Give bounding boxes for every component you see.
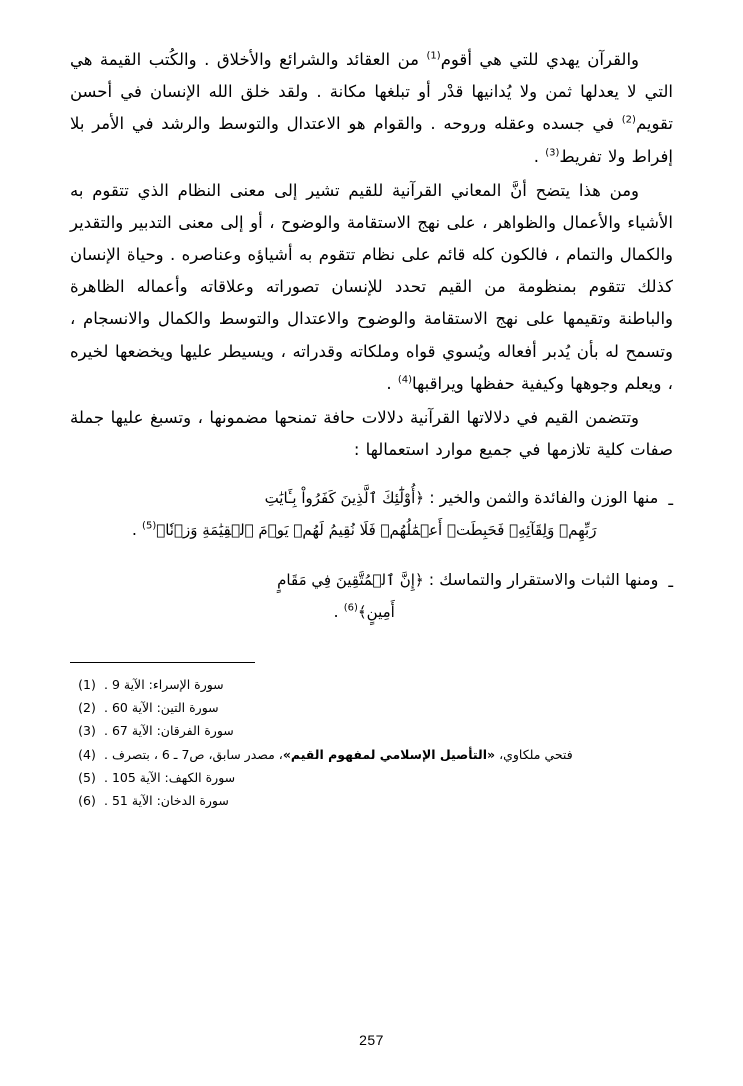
paragraph-2-line-6: نهج الاستقامة والوضوح والاعتدال والتوسط والكمال والانسجام ، bbox=[70, 309, 519, 329]
footnote-6-text: سورة الدخان: الآية 51 . bbox=[104, 792, 229, 808]
bullet-1-footnote-ref: (5) bbox=[142, 520, 157, 532]
footnote-2-text: سورة التين: الآية 60 . bbox=[104, 700, 219, 716]
paragraph-2 bbox=[70, 175, 673, 400]
paragraph-2-line-2: تتقوم به الأشياء والأعمال والظواهر ، على نهج الاستقامة والوضوح ، أو bbox=[70, 180, 673, 232]
paragraph-1 bbox=[70, 44, 673, 173]
bullet-text-2 bbox=[70, 564, 658, 628]
footnote-5 bbox=[70, 766, 673, 789]
bullet-1-quote-part-1: ﴿أُوْلَٰٓئِكَ ٱلَّذِينَ كَفَرُواْ بِـَٔايَٰتِ bbox=[264, 489, 425, 508]
footnote-3 bbox=[70, 719, 673, 742]
bullet-2-quote-part-1: ﴿إِنَّ ٱلۡمُتَّقِينَ فِي مَقَامٍ bbox=[277, 571, 424, 590]
paragraph-1-line-4: والقوام هو الاعتدال والتوسط والرشد في الأمر بلا إفراط ولا تفريط$^{(3)}$ . bbox=[70, 114, 673, 166]
paragraph-3 bbox=[70, 402, 673, 466]
paragraph-3-line-2: وتسبغ عليها جملة صفات كلية تلازمها في جميع موارد استعمالها : bbox=[70, 407, 673, 460]
footnote-1 bbox=[70, 673, 673, 696]
footnote-2-number: (2) bbox=[78, 700, 96, 716]
footnote-list bbox=[70, 673, 673, 812]
paragraph-1-line-2: والكُتب القيمة هي التي لا يعدلها ثمن ولا يُدانيها قدْر أو تبلغها مكانة . bbox=[70, 50, 673, 102]
footnote-6-number: (6) bbox=[78, 792, 96, 808]
bullet-item-1 bbox=[70, 482, 673, 546]
footnote-3-number: (3) bbox=[78, 723, 96, 739]
footnote-rule bbox=[70, 662, 255, 663]
footnote-5-number: (5) bbox=[78, 769, 96, 785]
bullet-text-1 bbox=[70, 482, 658, 546]
footnote-5-text: سورة الكهف: الآية 105 . bbox=[104, 769, 236, 785]
bullet-1-end: . bbox=[131, 520, 137, 540]
bullet-dash-2: ـ bbox=[668, 572, 673, 592]
paragraph-3-line-1: وتتضمن القيم في دلالاتها القرآنية دلالات حافة تمنحها مضمونها ، bbox=[197, 407, 640, 427]
paragraph-2-line-3: إلى معنى التدبير والتقدير والكمال والتمام ، فالكون كله قائم على نظام bbox=[70, 212, 674, 265]
page-number: 257 bbox=[359, 1032, 384, 1048]
footnote-separator bbox=[70, 662, 673, 663]
bullet-2-end: . bbox=[333, 602, 339, 622]
paragraph-2-line-8: ويخضعها لخيره ، ويعلم وجوهها وكيفية حفظها ويراقبها$^{(4)}$ . bbox=[70, 341, 673, 393]
bullet-2-footnote-ref: (6) bbox=[343, 602, 358, 614]
paragraph-2-line-4: تتقوم به أشياؤه وعناصره . وحياة الإنسان كذلك تتقوم بمنظومة من القيم bbox=[70, 245, 673, 297]
footnote-4 bbox=[70, 743, 673, 766]
paragraph-2-line-7: وتسمح له بأن يُدبر أفعاله ويُسوي قواه وملكاته وقدراته ، ويسيطر عليها bbox=[179, 341, 673, 361]
footnote-1-text: سورة الإسراء: الآية 9 . bbox=[104, 677, 224, 693]
bullet-1-intro: منها الوزن والفائدة والثمن والخير : bbox=[429, 488, 659, 508]
bullet-1-quote-part-2: رَبِّهِمۡ وَلِقَآئِهِۦ فَحَبِطَتۡ أَعۡمَٰلُهُمۡ فَلَا نُقِيمُ لَهُمۡ يَوۡمَ ٱلۡقِيَٰمَةِ وَزۡنٗا﴾ bbox=[156, 521, 597, 540]
bullet-item-2 bbox=[70, 564, 673, 628]
bullet-2-intro: ومنها الثبات والاستقرار والتماسك : bbox=[428, 570, 659, 590]
footnote-3-text: سورة الفرقان: الآية 67 . bbox=[104, 723, 234, 739]
paragraph-2-line-1: ومن هذا يتضح أنَّ المعاني القرآنية للقيم تشير إلى معنى النظام الذي bbox=[137, 180, 639, 200]
footnote-4-text: فتحي ملكاوي، «التأصيل الإسلامي لمفهوم القيم»، مصدر سابق، ص7 ـ 6 ، بتصرف . bbox=[104, 746, 573, 762]
footnote-1-number: (1) bbox=[78, 677, 96, 693]
footnote-4-number: (4) bbox=[78, 746, 96, 762]
paragraph-1-line-3: ولقد خلق الله الإنسان في أحسن تقويم$^{(2)}$ في جسده وعقله وروحه . bbox=[70, 82, 673, 134]
bullet-dash-1: ـ bbox=[668, 490, 673, 510]
bullet-list bbox=[70, 482, 673, 628]
paragraph-2-line-5: تحدد للإنسان تصوراته وعلاقاته وأعماله الظاهرة والباطنة وتقيمها على bbox=[70, 277, 673, 329]
footnote-2 bbox=[70, 696, 673, 719]
bullet-2-quote-part-2: أَمِينٍ﴾ bbox=[357, 603, 395, 622]
body-text bbox=[70, 44, 673, 466]
footnote-6 bbox=[70, 789, 673, 812]
paragraph-1-line-1: والقرآن يهدي للتي هي أقوم$^{(1)}$ من العقائد والشرائع والأخلاق . bbox=[204, 50, 639, 69]
